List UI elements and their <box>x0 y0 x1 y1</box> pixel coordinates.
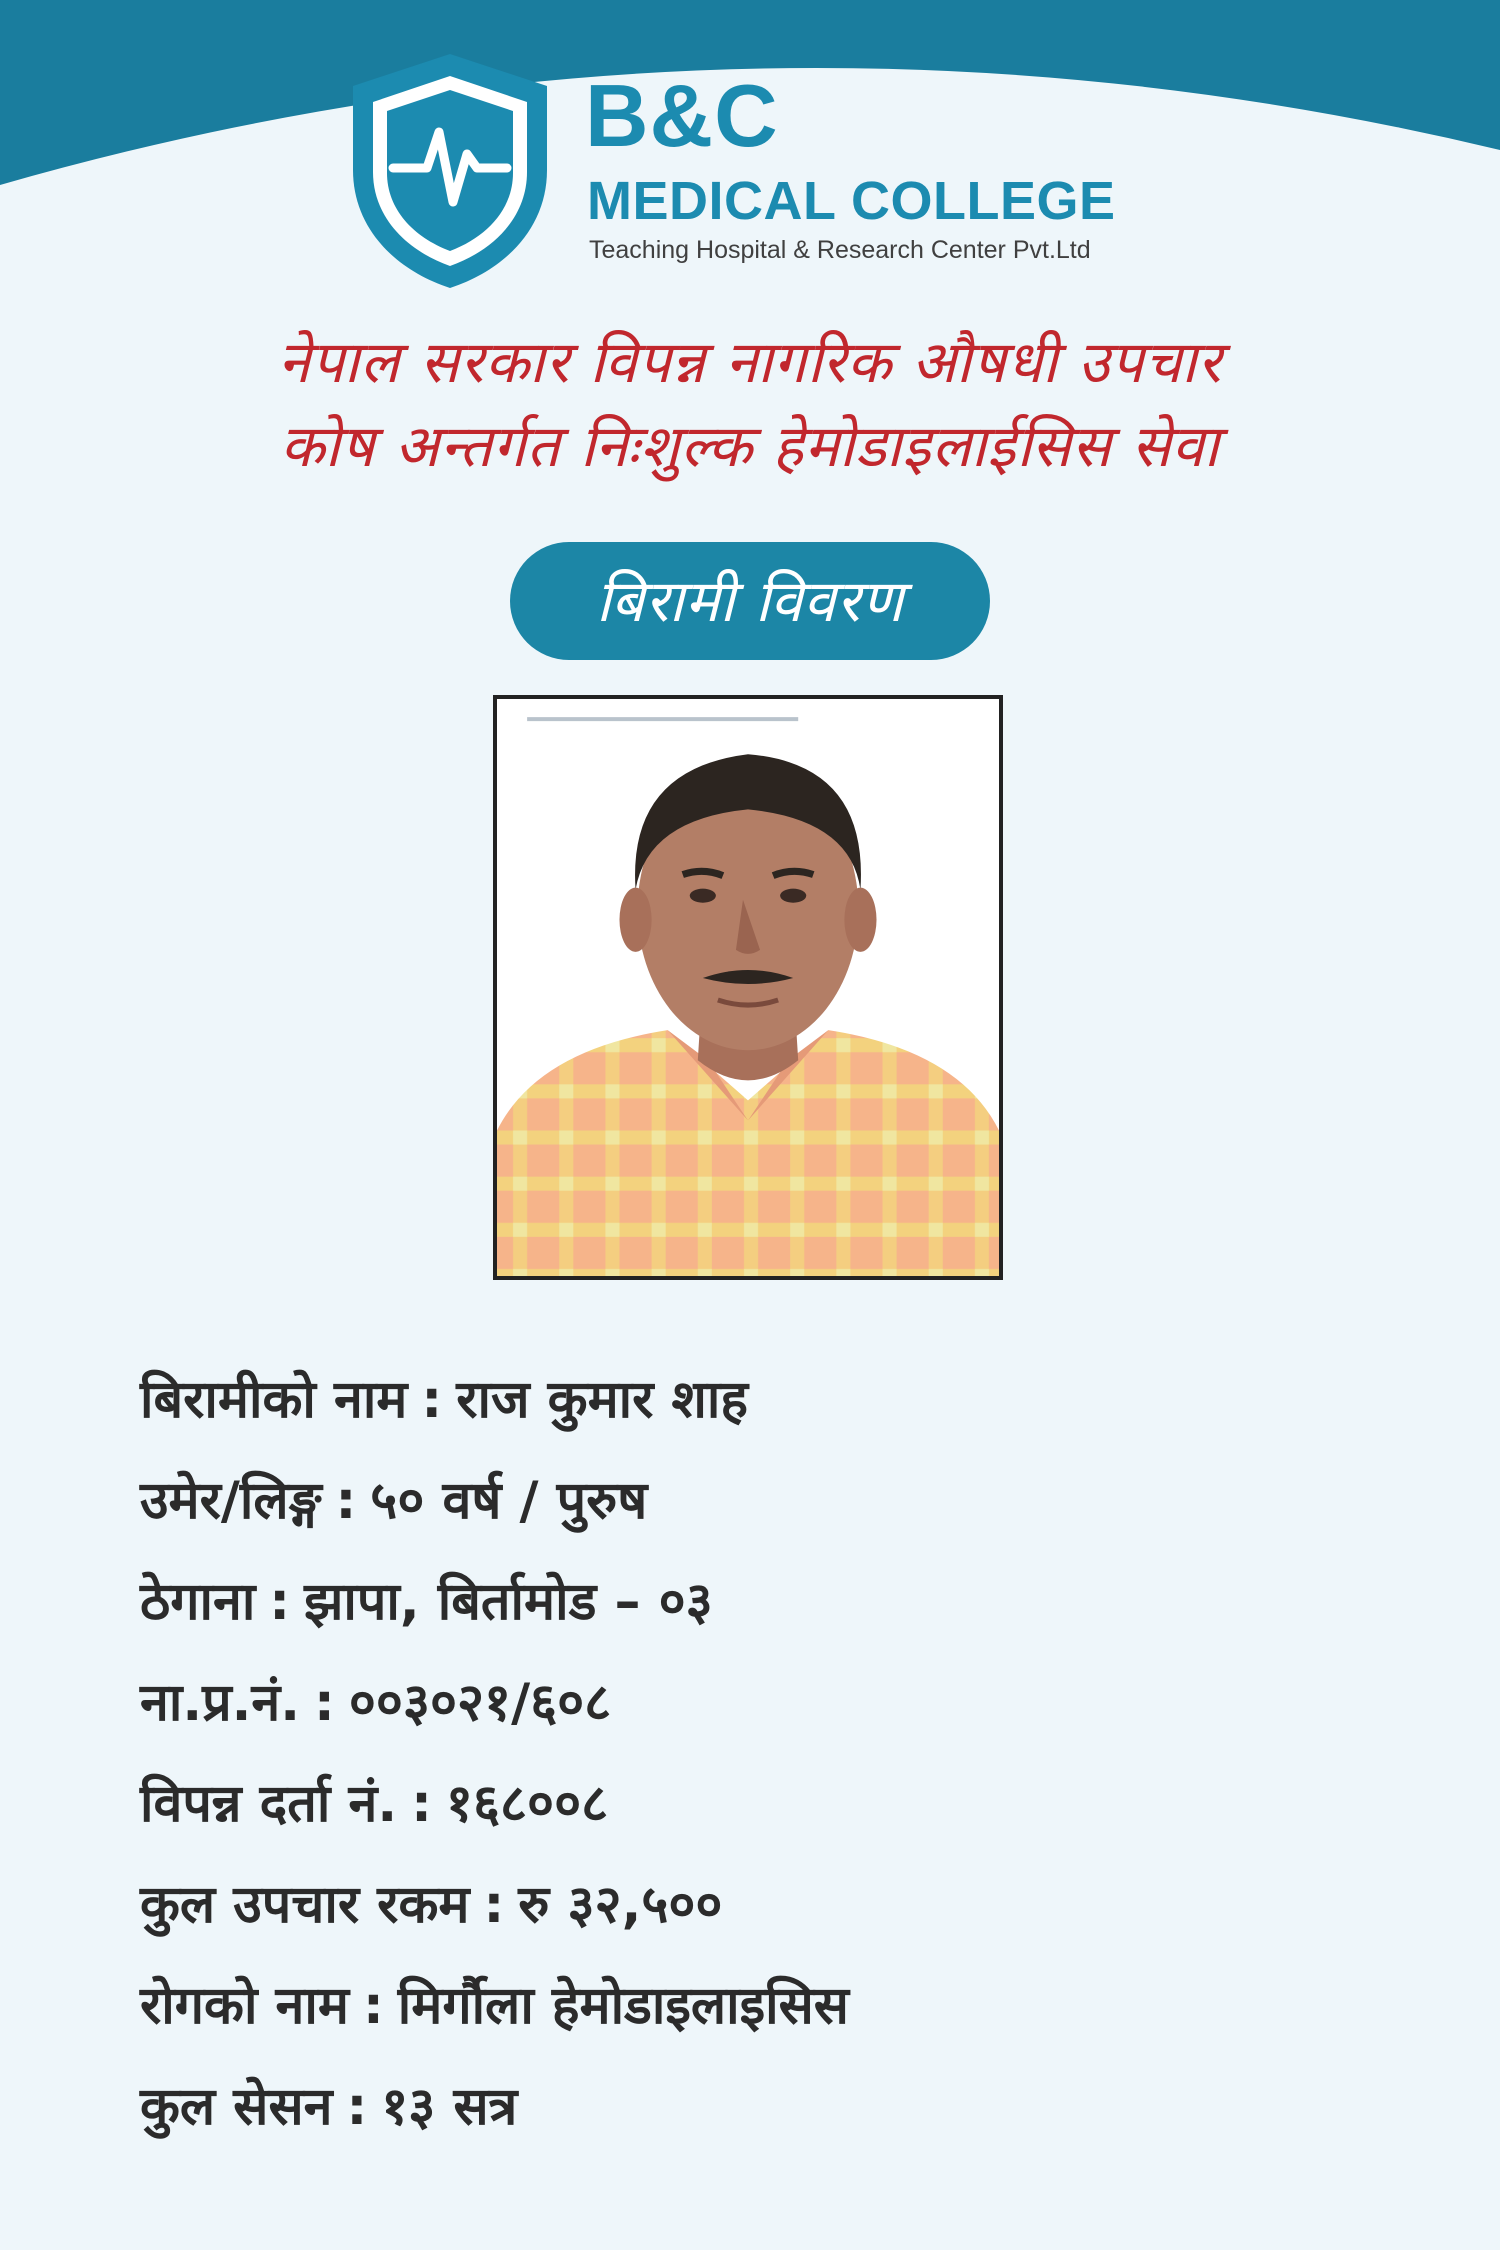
name-value: राज कुमार शाह <box>456 1370 748 1430</box>
address-label: ठेगाना <box>140 1572 256 1632</box>
registration-value: १६८००८ <box>445 1774 609 1834</box>
name-label: बिरामीको नाम <box>140 1370 408 1430</box>
address-value: झापा, बिर्तामोड – ०३ <box>304 1572 713 1632</box>
citizenship-value: ००३०२१/६०८ <box>348 1673 612 1733</box>
registration-label: विपन्न दर्ता नं. <box>140 1774 398 1834</box>
amount-value: रु ३२,५०० <box>518 1875 723 1935</box>
patient-portrait-illustration <box>497 699 999 1276</box>
shield-heartbeat-icon <box>345 50 555 292</box>
patient-details <box>140 1350 1380 2158</box>
detail-row-age-gender: उमेर/लिङ्ग : ५० वर्ष / पुरुष <box>140 1471 648 1531</box>
age-gender-label: उमेर/लिङ्ग <box>140 1471 322 1531</box>
section-title-pill: बिरामी विवरण <box>510 542 990 660</box>
detail-row-amount: कुल उपचार रकम : रु ३२,५०० <box>140 1875 723 1935</box>
detail-row-name: बिरामीको नाम : राज कुमार शाह <box>140 1370 748 1430</box>
service-headline <box>90 320 1410 488</box>
sessions-label: कुल सेसन <box>140 2077 333 2137</box>
citizenship-label: ना.प्र.नं. <box>140 1673 301 1733</box>
disease-value: मिर्गौला हेमोडाइलाइसिस <box>397 1976 849 2036</box>
age-gender-value: ५० वर्ष / पुरुष <box>370 1471 648 1531</box>
brand-tagline: Teaching Hospital & Research Center Pvt.Ltd <box>589 236 1091 264</box>
brand-name: B&C <box>585 66 779 165</box>
disease-label: रोगको नाम <box>140 1976 349 2036</box>
detail-row-disease: रोगको नाम : मिर्गौला हेमोडाइलाइसिस <box>140 1976 849 2036</box>
brand-subtitle: MEDICAL COLLEGE <box>587 171 1116 231</box>
detail-row-sessions: कुल सेसन : १३ सत्र <box>140 2077 518 2137</box>
headline-line-1: नेपाल सरकार विपन्न नागरिक औषधी उपचार <box>277 328 1223 396</box>
patient-photo <box>493 695 1003 1280</box>
college-logo <box>345 50 1155 300</box>
detail-row-citizenship: ना.प्र.नं. : ००३०२१/६०८ <box>140 1673 612 1733</box>
detail-row-address: ठेगाना : झापा, बिर्तामोड – ०३ <box>140 1572 713 1632</box>
detail-row-registration: विपन्न दर्ता नं. : १६८००८ <box>140 1774 609 1834</box>
sessions-value: १३ सत्र <box>381 2077 518 2137</box>
headline-line-2: कोष अन्तर्गत निःशुल्क हेमोडाइलाईसिस सेवा <box>280 412 1220 480</box>
amount-label: कुल उपचार रकम <box>140 1875 470 1935</box>
